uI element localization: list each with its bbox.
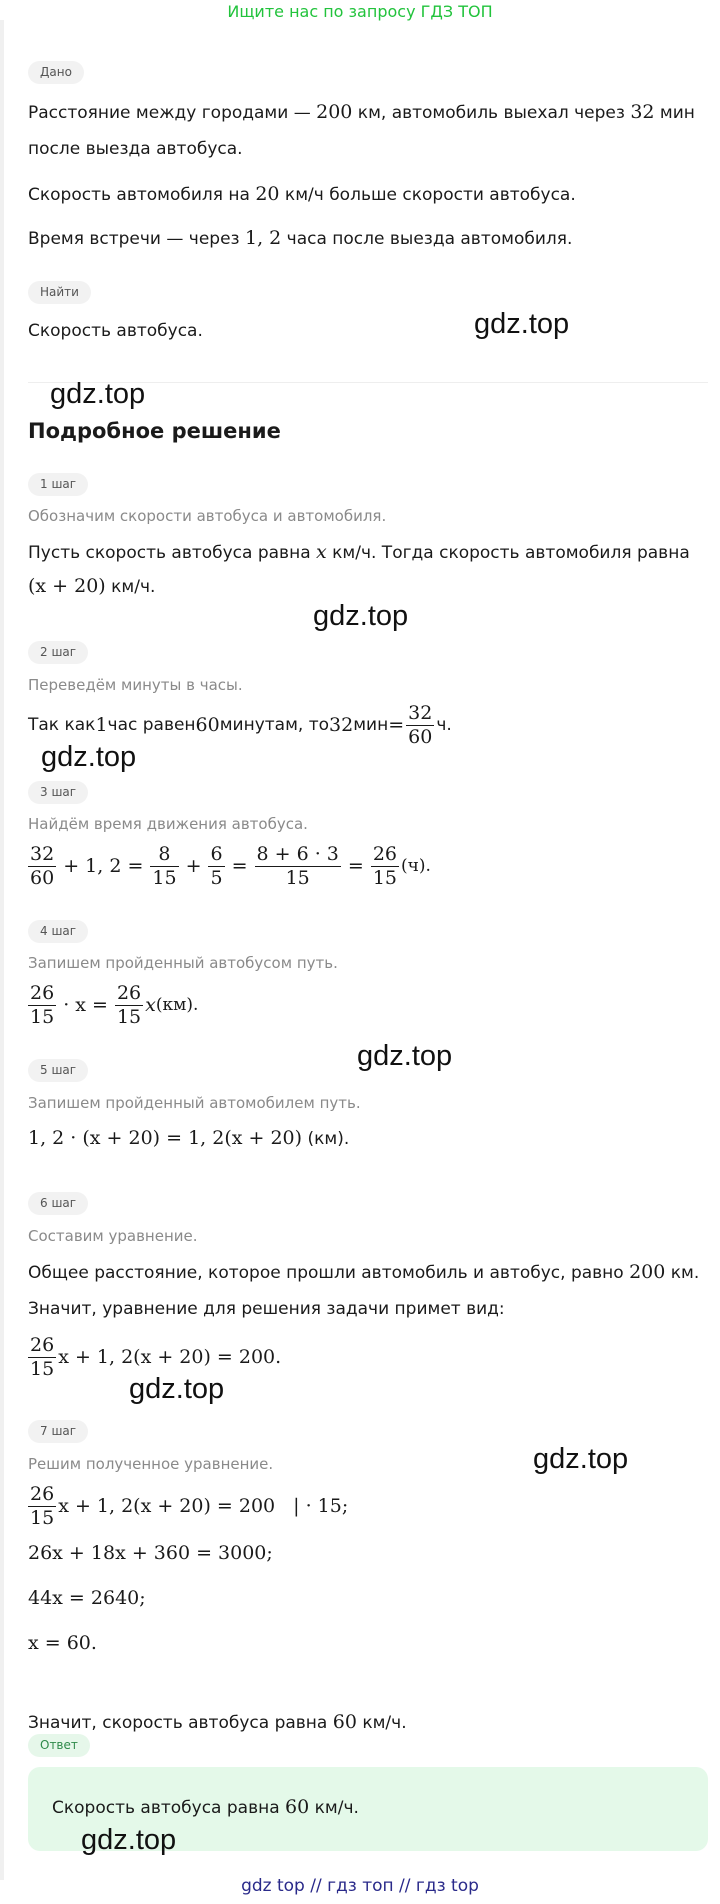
step4-chip: 4 шаг bbox=[28, 920, 88, 943]
answer-text: Скорость автобуса равна 60 км/ч. bbox=[52, 1796, 359, 1818]
watermark: gdz.top bbox=[474, 308, 570, 340]
answer-chip: Ответ bbox=[28, 1734, 90, 1757]
step3-equation: $\frac{32}{60}$ + 1, 2 = $\frac{8}{15}$ + $\frac{6}{5}$ = $\frac{8 + 6 \cdot 3}{15}$ = $\frac{26}{15}$ (ч). bbox=[30, 842, 431, 889]
step5-hint: Запишем пройденный автомобилем путь. bbox=[28, 1094, 361, 1112]
step3-chip: 3 шаг bbox=[28, 781, 88, 804]
step2-hint: Переведём минуты в часы. bbox=[28, 676, 243, 694]
step7-equation-2: 26x + 18x + 360 = 3000; bbox=[28, 1542, 273, 1564]
given-chip: Дано bbox=[28, 61, 84, 84]
watermark: gdz.top bbox=[129, 1373, 225, 1405]
step1-chip: 1 шаг bbox=[28, 473, 88, 496]
solution-title: Подробное решение bbox=[28, 419, 281, 443]
step7-conclusion: Значит, скорость автобуса равна 60 км/ч. bbox=[28, 1711, 407, 1733]
given-line-1: Расстояние между городами — 200 км, автомобиль выехал через 32 мин bbox=[28, 101, 695, 123]
step6-chip: 6 шаг bbox=[28, 1192, 88, 1215]
step6-line-2: Значит, уравнение для решения задачи примет вид: bbox=[28, 1299, 505, 1319]
step1-hint: Обозначим скорости автобуса и автомобиля. bbox=[28, 507, 387, 525]
watermark: gdz.top bbox=[313, 600, 409, 632]
watermark: gdz.top bbox=[357, 1040, 453, 1072]
step6-line-1: Общее расстояние, которое прошли автомобиль и автобус, равно 200 км. bbox=[28, 1261, 700, 1283]
step7-equation-1: $\frac{26}{15}$ x + 1, 2(x + 20) = 200 | · 15; bbox=[30, 1482, 349, 1529]
step4-hint: Запишем пройденный автобусом путь. bbox=[28, 954, 338, 972]
step2-line: Так как 1 час равен 60 минутам, то 32 мин = $\frac{32}{60}$ ч. bbox=[28, 701, 452, 748]
step5-chip: 5 шаг bbox=[28, 1059, 88, 1082]
watermark: gdz.top bbox=[50, 378, 146, 410]
step3-hint: Найдём время движения автобуса. bbox=[28, 815, 308, 833]
step7-equation-3: 44x = 2640; bbox=[28, 1587, 146, 1609]
fraction-32-60: $\frac{32}{60}$ bbox=[408, 701, 433, 748]
watermark: gdz.top bbox=[533, 1443, 629, 1475]
left-border bbox=[0, 20, 4, 1880]
step2-chip: 2 шаг bbox=[28, 641, 88, 664]
find-chip: Найти bbox=[28, 281, 91, 304]
step7-hint: Решим полученное уравнение. bbox=[28, 1455, 274, 1473]
find-text: Скорость автобуса. bbox=[28, 321, 203, 341]
step7-chip: 7 шаг bbox=[28, 1420, 88, 1443]
footer-links[interactable]: gdz top // гдз топ // гдз top bbox=[241, 1876, 479, 1896]
step1-line-1: Пусть скорость автобуса равна x км/ч. Тогда скорость автомобиля равна bbox=[28, 541, 690, 563]
step5-equation: 1, 2 · (x + 20) = 1, 2(x + 20) (км). bbox=[28, 1127, 350, 1149]
step6-equation: $\frac{26}{15}$ x + 1, 2(x + 20) = 200. bbox=[30, 1333, 282, 1380]
given-line-2: после выезда автобуса. bbox=[28, 139, 243, 159]
step7-equation-4: x = 60. bbox=[28, 1632, 97, 1654]
watermark: gdz.top bbox=[81, 1824, 177, 1856]
search-banner[interactable]: Ищите нас по запросу ГДЗ ТОП bbox=[227, 2, 493, 21]
step4-equation: $\frac{26}{15}$ · x = $\frac{26}{15}$ x (км). bbox=[30, 981, 199, 1028]
step6-hint: Составим уравнение. bbox=[28, 1227, 198, 1245]
given-line-3: Скорость автомобиля на 20 км/ч больше скорости автобуса. bbox=[28, 183, 576, 205]
step1-line-2: (x + 20) км/ч. bbox=[28, 575, 156, 597]
given-line-4: Время встречи — через 1, 2 часа после выезда автомобиля. bbox=[28, 227, 573, 249]
watermark: gdz.top bbox=[41, 741, 137, 773]
